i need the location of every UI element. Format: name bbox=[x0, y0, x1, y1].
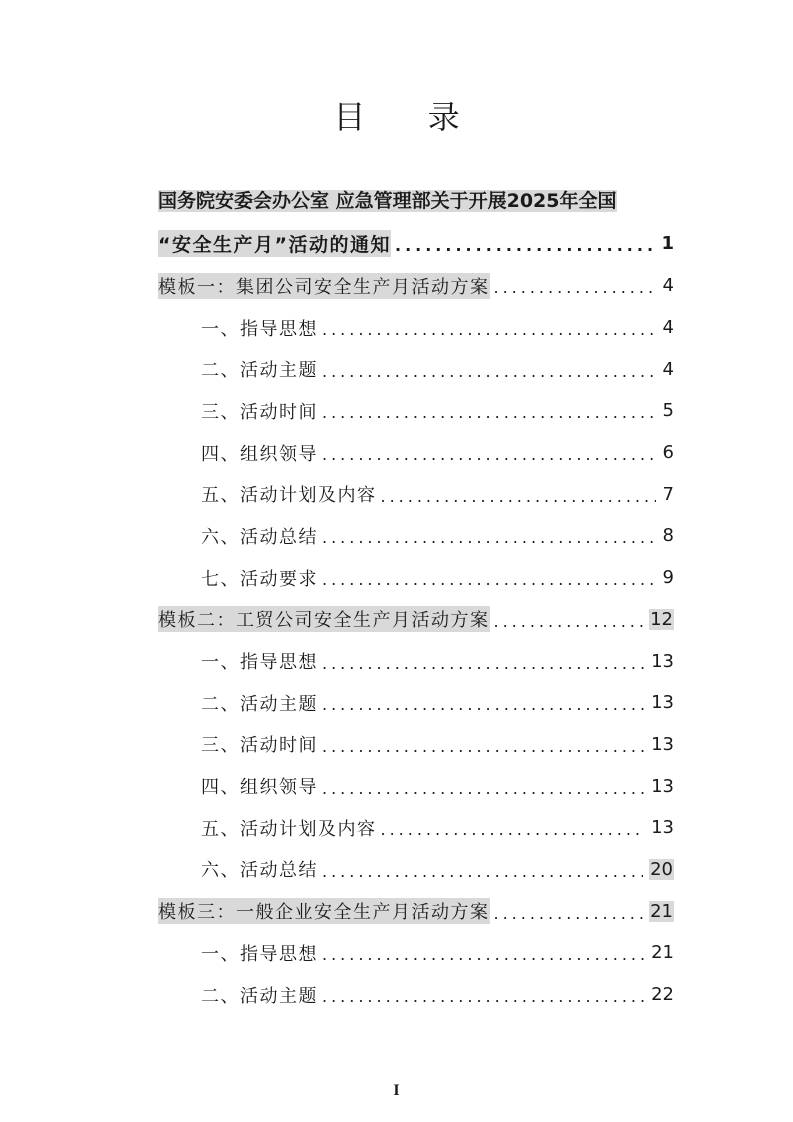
toc-leader-dots bbox=[322, 403, 656, 422]
toc-entry-text: 国务院安委会办公室 应急管理部关于开展2025年全国 bbox=[158, 190, 617, 212]
toc-leader-dots bbox=[322, 737, 645, 756]
toc-entry-text: 二、活动主题 bbox=[201, 360, 318, 382]
toc-entry[interactable] bbox=[158, 849, 674, 891]
page-title: 目 录 bbox=[333, 98, 486, 136]
toc-leader-dots bbox=[322, 945, 645, 964]
toc-page-number: 20 bbox=[650, 858, 673, 880]
toc-page-number: 4 bbox=[662, 317, 674, 339]
toc-page-number: 4 bbox=[662, 358, 674, 380]
toc-entry-text: 二、活动主题 bbox=[201, 693, 318, 715]
toc-page-number: 21 bbox=[651, 942, 674, 964]
toc-leader-dots bbox=[322, 362, 656, 381]
toc-entry-text: 一、指导思想 bbox=[201, 943, 318, 965]
toc-entry-text: 模板一：集团公司安全生产月活动方案 bbox=[158, 273, 490, 299]
table-of-contents bbox=[158, 181, 674, 1015]
toc-entry[interactable] bbox=[158, 807, 674, 849]
toc-entry-text: 六、活动总结 bbox=[201, 860, 318, 882]
toc-entry[interactable] bbox=[158, 348, 674, 390]
toc-entry-text: 三、活动时间 bbox=[201, 735, 318, 757]
toc-entry-text: 六、活动总结 bbox=[201, 526, 318, 548]
toc-entry[interactable] bbox=[158, 974, 674, 1016]
toc-entry[interactable] bbox=[158, 557, 674, 599]
toc-page-number: 12 bbox=[650, 608, 673, 630]
toc-leader-dots bbox=[322, 695, 645, 714]
toc-entry-text: “安全生产月”活动的通知 bbox=[158, 230, 391, 257]
toc-entry-text: 三、活动时间 bbox=[201, 401, 318, 423]
toc-entry[interactable] bbox=[158, 765, 674, 807]
toc-entry-text: 四、组织领导 bbox=[201, 777, 318, 799]
toc-entry-template-2[interactable] bbox=[158, 599, 674, 641]
toc-leader-dots bbox=[322, 987, 645, 1006]
toc-leader-dots bbox=[322, 654, 645, 673]
toc-page-number: 13 bbox=[651, 692, 674, 714]
toc-entry[interactable] bbox=[158, 515, 674, 557]
footer-page-number: I bbox=[393, 1082, 400, 1099]
toc-page-number: 1 bbox=[661, 232, 674, 254]
toc-entry-text: 二、活动主题 bbox=[201, 985, 318, 1007]
toc-entry-text: 五、活动计划及内容 bbox=[201, 818, 377, 840]
toc-entry[interactable] bbox=[158, 932, 674, 974]
toc-page-number: 9 bbox=[662, 567, 674, 589]
toc-entry-text: 五、活动计划及内容 bbox=[201, 485, 377, 507]
toc-leader-dots bbox=[494, 278, 657, 297]
toc-page-number: 13 bbox=[651, 650, 674, 672]
toc-leader-dots bbox=[322, 570, 656, 589]
toc-page-number: 6 bbox=[662, 442, 674, 464]
toc-leader-dots bbox=[322, 862, 643, 881]
toc-leader-dots bbox=[381, 487, 657, 506]
toc-page-number: 5 bbox=[662, 400, 674, 422]
toc-entry-text: 一、指导思想 bbox=[201, 318, 318, 340]
toc-entry-text: 七、活动要求 bbox=[201, 568, 318, 590]
toc-entry[interactable] bbox=[158, 682, 674, 724]
toc-page-number: 8 bbox=[662, 525, 674, 547]
toc-entry-text: 四、组织领导 bbox=[201, 443, 318, 465]
toc-entry-text: 模板三：一般企业安全生产月活动方案 bbox=[158, 898, 490, 924]
toc-page-number: 21 bbox=[650, 900, 673, 922]
toc-leader-dots bbox=[322, 445, 656, 464]
toc-page-number: 13 bbox=[651, 733, 674, 755]
toc-page-number: 13 bbox=[651, 775, 674, 797]
toc-entry-text: 一、指导思想 bbox=[201, 652, 318, 674]
toc-leader-dots bbox=[322, 779, 645, 798]
toc-entry[interactable] bbox=[158, 390, 674, 432]
toc-entry-notice[interactable] bbox=[158, 181, 674, 265]
toc-leader-dots bbox=[395, 236, 655, 255]
toc-page-number: 13 bbox=[651, 817, 674, 839]
toc-entry[interactable] bbox=[158, 432, 674, 474]
toc-entry[interactable] bbox=[158, 473, 674, 515]
toc-page-number: 22 bbox=[651, 984, 674, 1006]
toc-entry[interactable] bbox=[158, 307, 674, 349]
toc-leader-dots bbox=[494, 612, 644, 631]
toc-entry-template-3[interactable] bbox=[158, 890, 674, 932]
toc-entry-template-1[interactable] bbox=[158, 265, 674, 307]
toc-page-number: 4 bbox=[662, 275, 674, 297]
toc-leader-dots bbox=[322, 320, 656, 339]
toc-entry[interactable] bbox=[158, 640, 674, 682]
toc-entry-text: 模板二：工贸公司安全生产月活动方案 bbox=[158, 606, 490, 632]
toc-leader-dots bbox=[381, 820, 646, 839]
toc-leader-dots bbox=[322, 528, 656, 547]
toc-page-number: 7 bbox=[662, 483, 674, 505]
toc-leader-dots bbox=[494, 904, 644, 923]
toc-entry[interactable] bbox=[158, 724, 674, 766]
